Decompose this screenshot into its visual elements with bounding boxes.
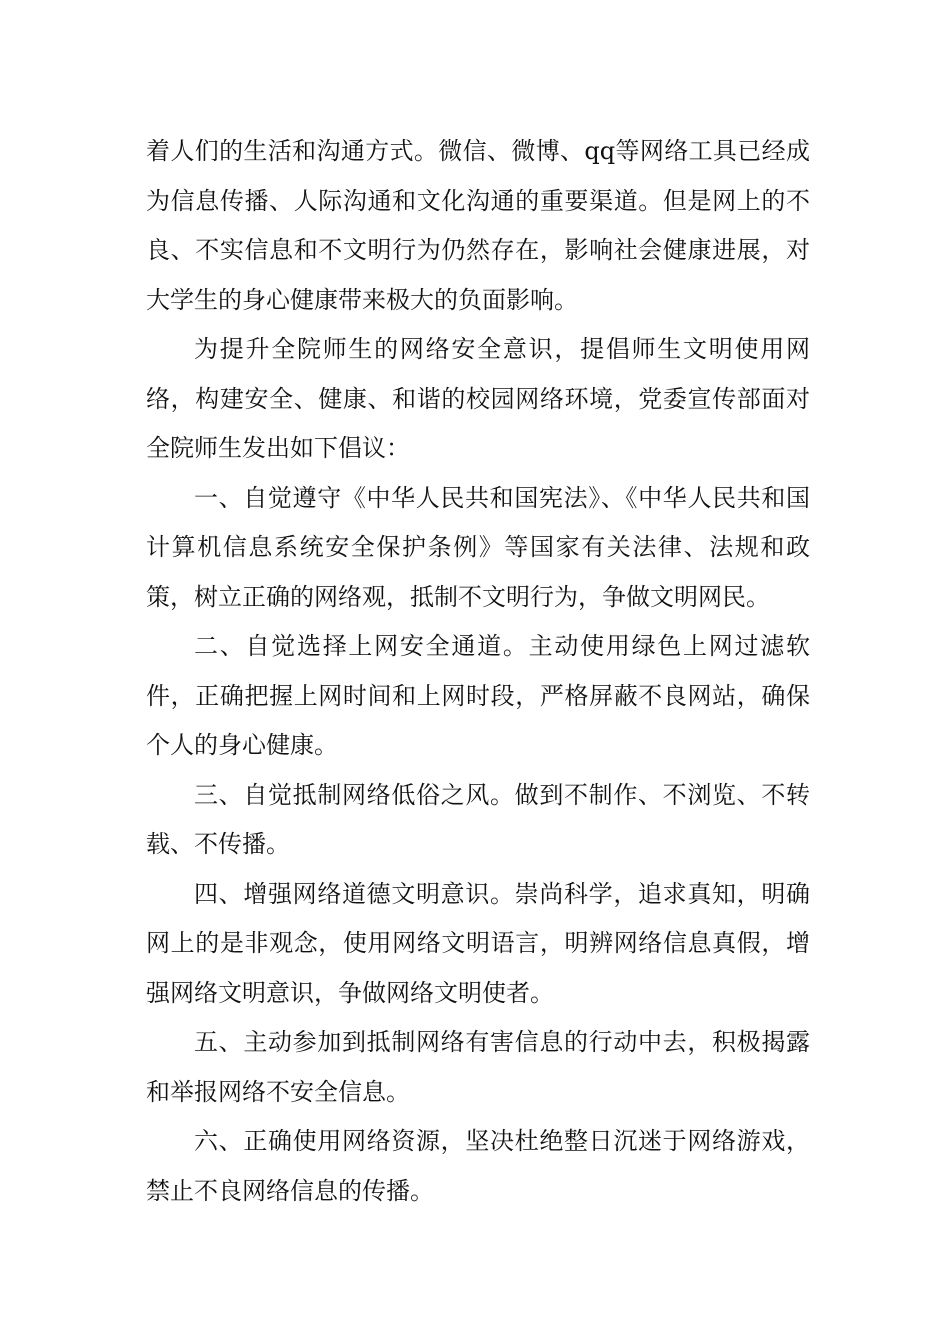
paragraph-item-2: 二、自觉选择上网安全通道。主动使用绿色上网过滤软件，正确把握上网时间和上网时段，严格屏蔽不良网站，确保个人的身心健康。 xyxy=(146,632,810,759)
paragraph-continuation: 着人们的生活和沟通方式。微信、微博、qq等网络工具已经成为信息传播、人际沟通和文化沟通的重要渠道。但是网上的不良、不实信息和不文明行为仍然存在，影响社会健康进展，对大学生的身心健康带来极大的负面影响。 xyxy=(146,137,810,314)
paragraph-intro: 为提升全院师生的网络安全意识，提倡师生文明使用网络，构建安全、健康、和谐的校园网络环境，党委宣传部面对全院师生发出如下倡议： xyxy=(146,335,810,462)
paragraph-item-4: 四、增强网络道德文明意识。崇尚科学，追求真知，明确网上的是非观念，使用网络文明语言，明辨网络信息真假，增强网络文明意识，争做网络文明使者。 xyxy=(146,879,810,1007)
paragraph-item-6: 六、正确使用网络资源，坚决杜绝整日沉迷于网络游戏，禁止不良网络信息的传播。 xyxy=(146,1127,810,1205)
document-body xyxy=(146,127,810,1216)
paragraph-item-5: 五、主动参加到抵制网络有害信息的行动中去，积极揭露和举报网络不安全信息。 xyxy=(146,1028,810,1106)
paragraph-item-1: 一、自觉遵守《中华人民共和国宪法》、《中华人民共和国计算机信息系统安全保护条例》等国家有关法律、法规和政策，树立正确的网络观，抵制不文明行为，争做文明网民。 xyxy=(146,483,810,611)
paragraph-item-3: 三、自觉抵制网络低俗之风。做到不制作、不浏览、不转载、不传播。 xyxy=(146,780,810,858)
